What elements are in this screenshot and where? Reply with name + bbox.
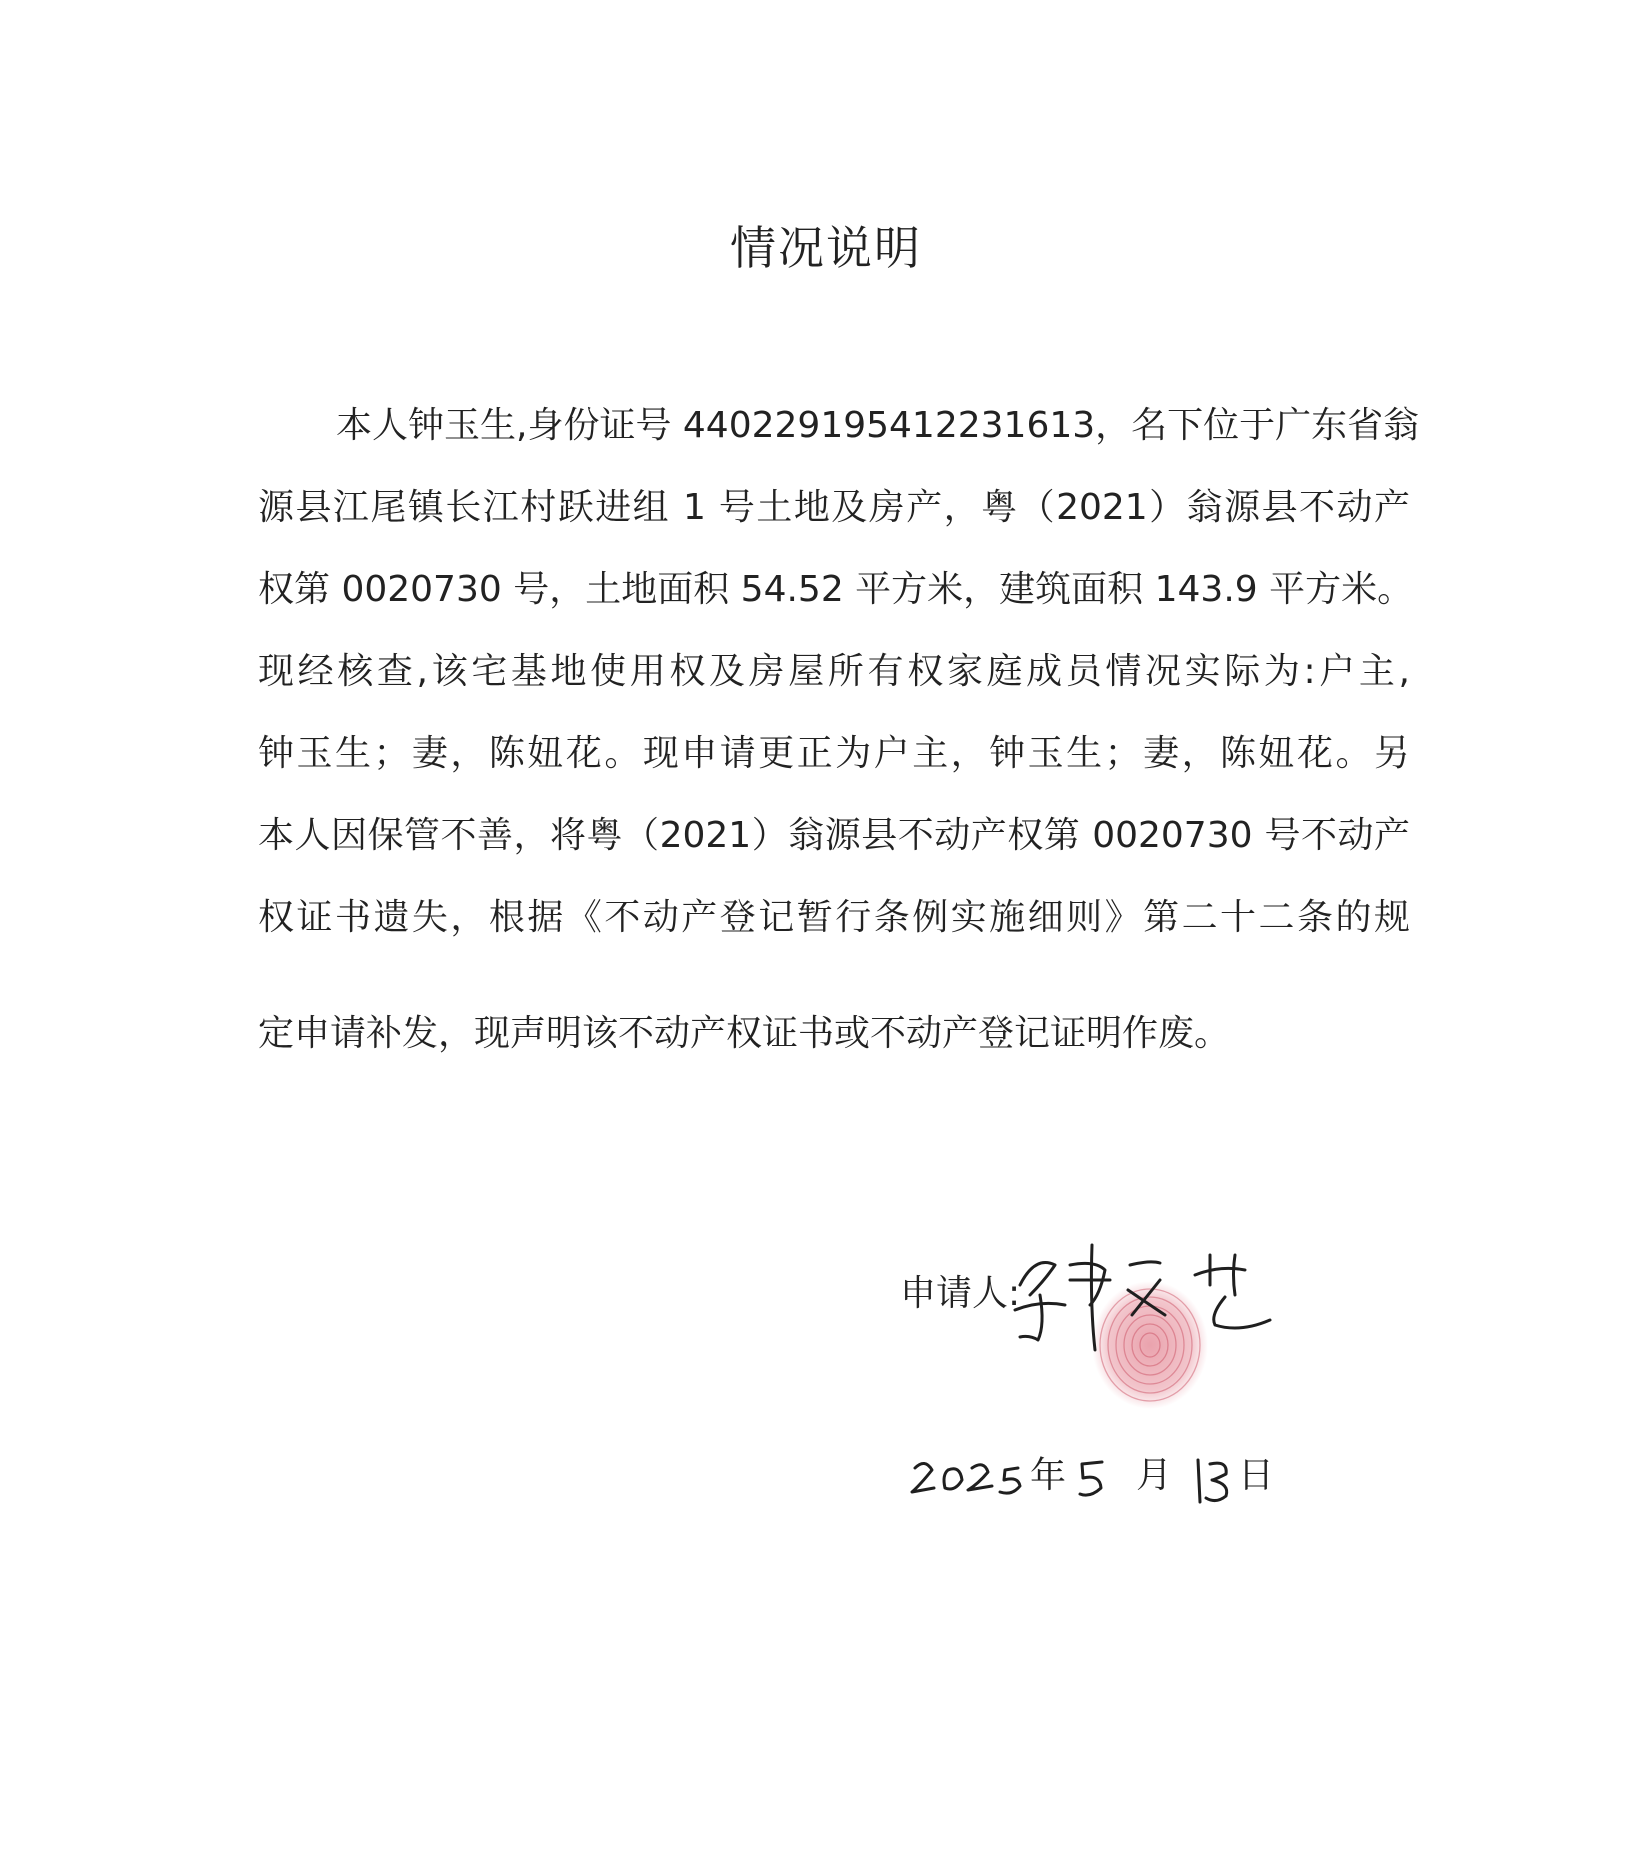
date-year-unit: 年 <box>1030 1455 1067 1496</box>
paragraph-line-8: 定申请补发，现声明该不动产权证书或不动产登记证明作废。 <box>258 1013 1231 1054</box>
date-day-unit: 日 <box>1238 1455 1275 1496</box>
paragraph-line-3: 权第 0020730 号，土地面积 54.52 平方米，建筑面积 143.9 平方米。 <box>258 569 1414 610</box>
paragraph-line-5: 钟玉生；妻，陈妞花。现申请更正为户主，钟玉生；妻，陈妞花。另 <box>258 733 1410 774</box>
paragraph-line-7: 权证书遗失，根据《不动产登记暂行条例实施细则》第二十二条的规 <box>258 897 1410 938</box>
applicant-signature <box>1010 1225 1300 1425</box>
applicant-label: 申请人: <box>900 1273 1021 1314</box>
paragraph-line-2: 源县江尾镇长江村跃进组 1 号土地及房产，粤（2021）翁源县不动产 <box>258 487 1410 528</box>
paragraph-line-1: 本人钟玉生,身份证号 440229195412231613，名下位于广东省翁 <box>336 405 1420 446</box>
signature-with-fingerprint-image <box>1010 1225 1300 1425</box>
paragraph-line-6: 本人因保管不善，将粤（2021）翁源县不动产权第 0020730 号不动产 <box>258 815 1410 856</box>
paragraph-line-4: 现经核查,该宅基地使用权及房屋所有权家庭成员情况实际为:户主, <box>258 651 1410 692</box>
date-month-unit: 月 <box>1136 1455 1173 1496</box>
document-title: 情况说明 <box>730 221 922 275</box>
signature-date <box>900 1440 1300 1520</box>
fingerprint-mark <box>1092 1281 1208 1409</box>
